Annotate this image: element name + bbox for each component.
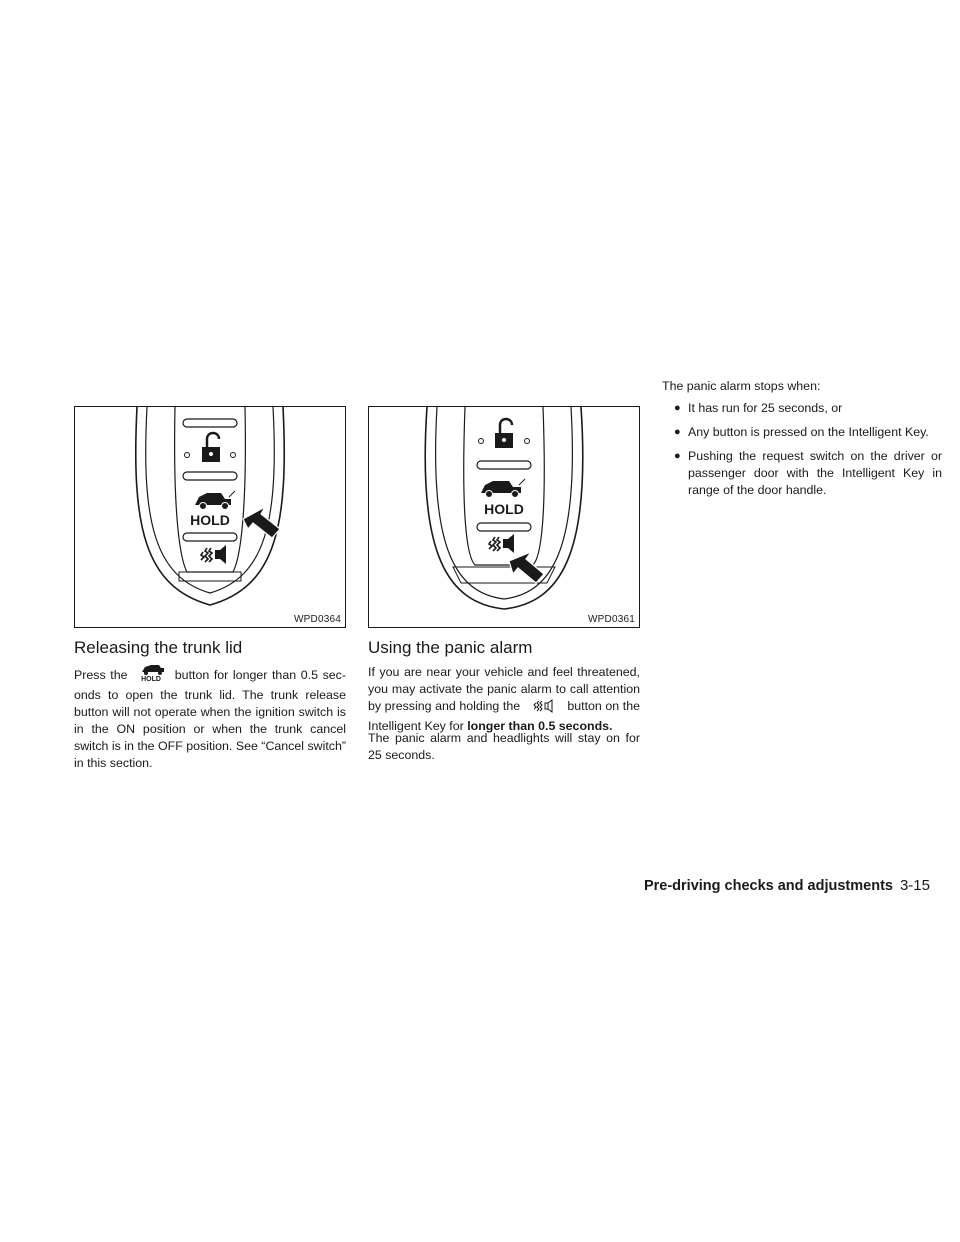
figure-code: WPD0361	[588, 614, 635, 625]
panic-stops-list	[662, 400, 942, 506]
hold-label: HOLD	[190, 512, 230, 528]
panic-stops-intro: The panic alarm stops when:	[662, 379, 821, 393]
key-fob-panic-figure	[368, 406, 640, 628]
page-number: 3-15	[899, 877, 930, 894]
page-footer	[644, 877, 930, 895]
panic-text-bold: longer than 0.5 seconds.	[467, 719, 613, 733]
trunk-hold-button-icon	[134, 664, 168, 687]
panic-alarm-icon	[201, 545, 226, 564]
trunk-press-text: Press the	[74, 668, 128, 682]
section-heading-trunk: Releasing the trunk lid	[74, 638, 243, 657]
panic-paragraph-2: The panic alarm and headlights will stay on for 25 seconds.	[368, 731, 640, 762]
list-item: ● Pushing the request switch on the driver or passenger door with the Intelligent Key in range of the door handle.	[674, 449, 942, 497]
panic-button-icon	[526, 699, 562, 718]
svg-text:HOLD: HOLD	[141, 676, 162, 682]
trunk-body-text: button for longer than 0.5 sec-onds to open the trunk lid. The trunk release button will not operate when the ignition switch is in the ON position or when the trunk cancel switch is in the OFF position. See “Cancel switch” in this section.	[74, 668, 347, 770]
section-title: Pre-driving checks and adjustments	[643, 878, 893, 894]
trunk-car-icon	[195, 491, 235, 510]
panic-text-mid: button on the Intelligent Key for	[368, 699, 640, 733]
unlock-icon	[185, 433, 236, 462]
list-item: ● Any button is pressed on the Intelligent Key.	[674, 425, 929, 439]
hold-label: HOLD	[484, 501, 524, 517]
key-fob-illustration	[369, 407, 639, 627]
fob-separator	[183, 419, 237, 427]
list-item: ● It has run for 25 seconds, or	[674, 401, 843, 415]
trunk-paragraph	[74, 664, 346, 772]
key-fob-trunk-figure	[74, 406, 346, 628]
panic-alarm-icon	[489, 534, 514, 553]
pointer-arrow	[243, 507, 280, 538]
bullet-icon: ●	[674, 426, 681, 438]
panic-text-start: If you are near your vehicle and feel threatened, you may activate the panic alarm to call attention by pressing and holding the	[368, 665, 640, 713]
panic-paragraph-1	[368, 664, 640, 735]
bullet-icon: ●	[674, 450, 681, 462]
key-fob-illustration	[75, 407, 345, 627]
trunk-car-icon	[481, 479, 525, 498]
bullet-icon: ●	[674, 402, 681, 414]
figure-code: WPD0364	[294, 614, 341, 625]
unlock-icon	[479, 419, 530, 448]
section-heading-panic: Using the panic alarm	[368, 638, 533, 657]
